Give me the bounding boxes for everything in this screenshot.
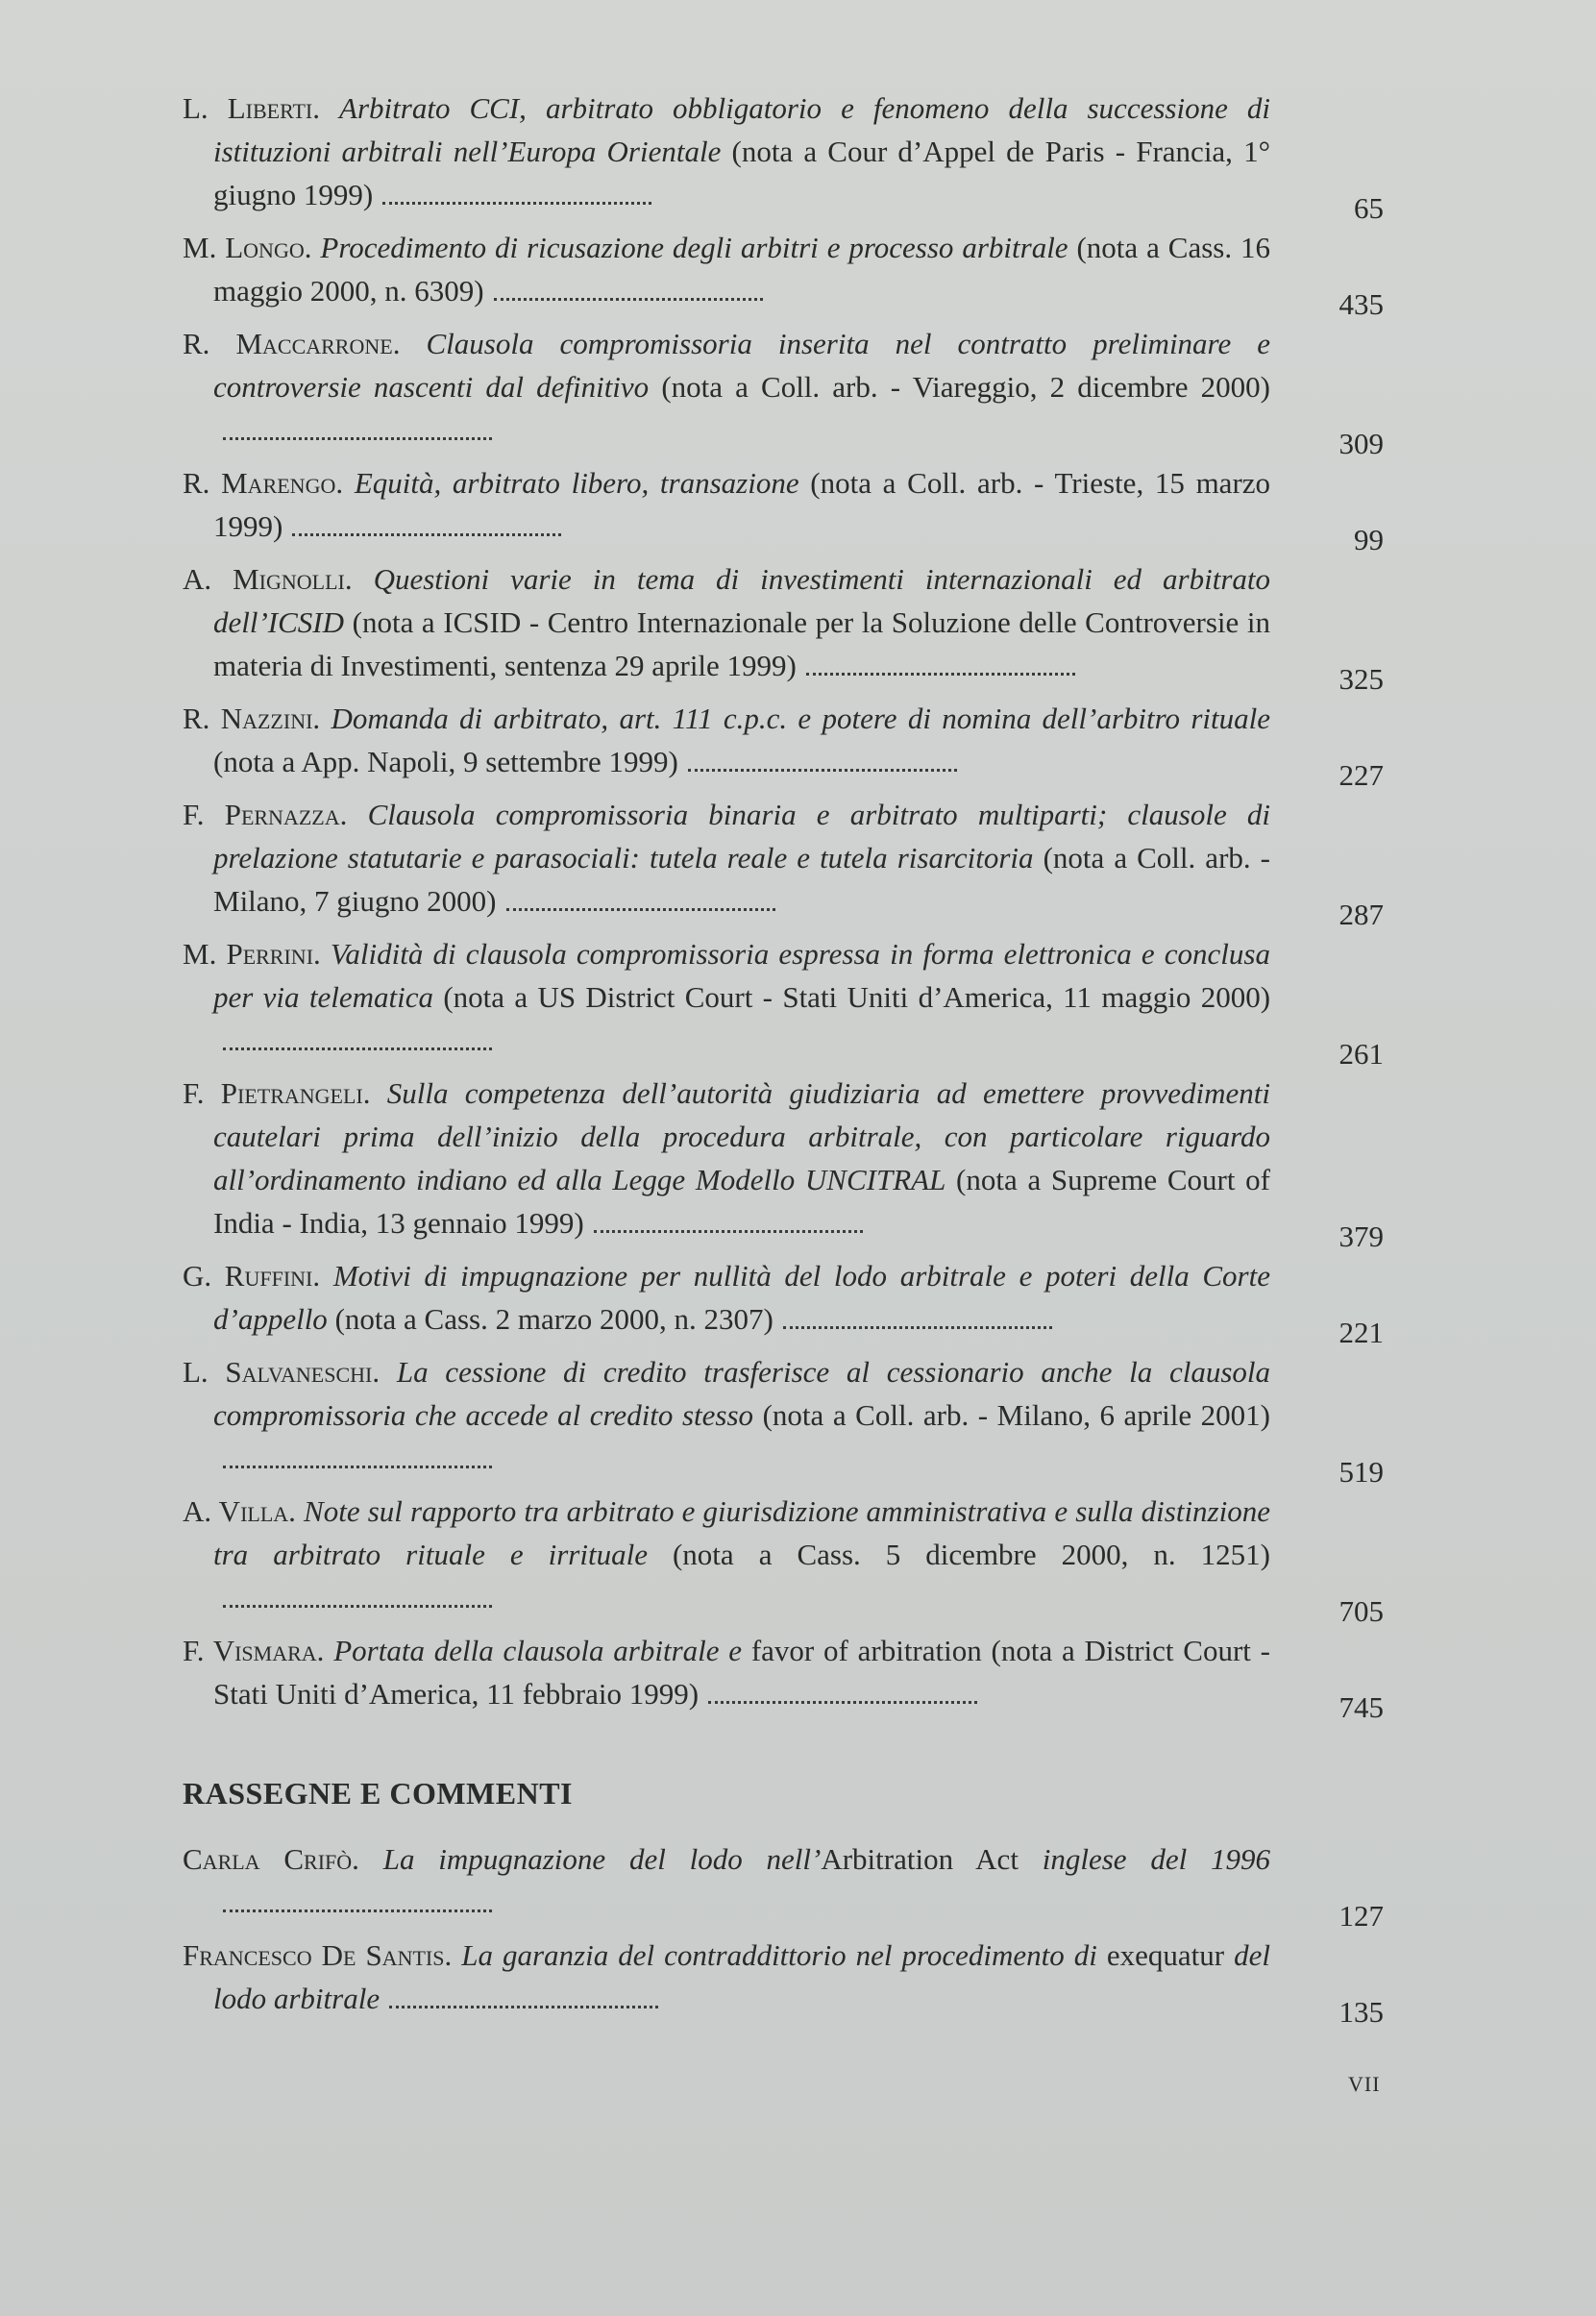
- entry-text: [183, 1629, 1270, 1715]
- entry-note: (nota a US District Court - Stati Uniti d’America, 11 maggio 2000): [443, 980, 1271, 1014]
- entry-title: La cessione di credito trasferisce al cessionario anche la clausola compromissoria che accede al credito stesso: [213, 1355, 1271, 1432]
- index-entry: [183, 697, 1384, 792]
- entry-note: (nota a Coll. arb. - Milano, 7 giugno 2000): [213, 841, 1271, 918]
- index-entry: [183, 1837, 1384, 1933]
- entry-note: (nota a Cass. 2 marzo 2000, n. 2307): [334, 1302, 773, 1336]
- index-entry: [183, 322, 1384, 460]
- leader-dots: [783, 1322, 1052, 1329]
- entry-title: Domanda di arbitrato, art. 111 c.p.c. e potere di nomina dell’arbitro rituale: [331, 702, 1270, 735]
- entry-text: [183, 86, 1270, 216]
- entry-author: Francesco De Santis.: [183, 1938, 453, 1972]
- entry-page-number: 519: [1338, 1455, 1384, 1489]
- entry-page-number: 287: [1338, 898, 1384, 931]
- leader-dots: [506, 904, 775, 911]
- entry-text: [183, 793, 1270, 923]
- section-entries: [183, 1837, 1384, 2030]
- entry-author: M. Perrini.: [183, 937, 321, 971]
- entry-text: [183, 1072, 1270, 1244]
- entry-page-number: 309: [1338, 427, 1384, 460]
- entry-title: Procedimento di ricusazione degli arbitri e processo arbitrale: [320, 231, 1068, 264]
- entry-page-number: 261: [1338, 1037, 1384, 1071]
- entry-text: [183, 697, 1270, 783]
- entry-author: R. Marengo.: [183, 466, 344, 500]
- index-entry: [183, 1490, 1384, 1628]
- entry-text: [183, 322, 1270, 452]
- entry-author: R. Nazzini.: [183, 702, 321, 735]
- entry-title: Motivi di impugnazione per nullità del lodo arbitrale e poteri della Corte d’appello: [213, 1259, 1270, 1336]
- entry-text: [183, 932, 1270, 1062]
- leader-dots: [708, 1697, 977, 1704]
- leader-dots: [223, 433, 492, 440]
- leader-dots: [594, 1226, 863, 1233]
- entry-page-number: 705: [1338, 1594, 1384, 1628]
- entry-text: [183, 461, 1270, 548]
- entry-page-number: 221: [1338, 1316, 1384, 1349]
- entry-text: [183, 226, 1270, 312]
- index-entry: [183, 1072, 1384, 1253]
- entry-text: [183, 1837, 1270, 1924]
- entry-title: Portata della clausola arbitrale e: [333, 1634, 743, 1667]
- index-entry: [183, 1629, 1384, 1724]
- entry-author: L. Salvaneschi.: [183, 1355, 381, 1389]
- entry-note: (nota a Coll. arb. - Trieste, 15 marzo 1999): [213, 466, 1271, 543]
- index-entry: [183, 557, 1384, 696]
- entry-note: Arbitration Act: [821, 1842, 1019, 1876]
- entry-page-number: 135: [1338, 1995, 1384, 2029]
- entry-title: Note sul rapporto tra arbitrato e giurisdizione amministrativa e sulla distinzione tra arbitrato rituale e irrituale: [213, 1494, 1270, 1571]
- leader-dots: [382, 198, 651, 205]
- index-entry: [183, 226, 1384, 321]
- entry-author: Carla Crifò.: [183, 1842, 359, 1876]
- entry-title: La impugnazione del lodo nell’: [382, 1842, 822, 1876]
- entry-author: M. Longo.: [183, 231, 312, 264]
- index-entry: [183, 1254, 1384, 1349]
- leader-dots: [223, 1906, 492, 1912]
- leader-dots: [389, 2002, 658, 2008]
- leader-dots: [223, 1044, 492, 1050]
- leader-dots: [806, 669, 1075, 676]
- index-entries: [183, 86, 1384, 1725]
- leader-dots: [494, 294, 763, 301]
- entry-author: F. Pietrangeli.: [183, 1076, 371, 1110]
- section-heading: RASSEGNE E COMMENTI: [183, 1776, 573, 1811]
- index-entry: [183, 86, 1384, 225]
- entry-page-number: 227: [1338, 758, 1384, 792]
- entry-text: [183, 1934, 1270, 2020]
- index-entry: [183, 1934, 1384, 2029]
- entry-page-number: 65: [1354, 191, 1384, 225]
- entry-page-number: 379: [1338, 1220, 1384, 1253]
- entry-author: A. Villa.: [183, 1494, 296, 1528]
- entry-text: [183, 557, 1270, 687]
- entry-title: La garanzia del contraddittorio nel procedimento di: [461, 1938, 1097, 1972]
- leader-dots: [223, 1601, 492, 1608]
- entry-title: Equità, arbitrato libero, transazione: [354, 466, 799, 500]
- entry-note: (nota a Cour d’Appel de Paris - Francia, 1° giugno 1999): [213, 135, 1270, 211]
- entry-note: (nota a Cass. 16 maggio 2000, n. 6309): [213, 231, 1270, 308]
- entry-text: [183, 1350, 1270, 1480]
- entry-page-number: 127: [1338, 1899, 1384, 1933]
- entry-note: (nota a App. Napoli, 9 settembre 1999): [213, 745, 678, 778]
- entry-title-continued: del lodo arbitrale: [213, 1938, 1271, 2015]
- entry-note: (nota a ICSID - Centro Internazionale per la Soluzione delle Controversie in materia di Investimenti, sentenza 29 aprile 1999): [213, 605, 1271, 682]
- entry-note: favor of arbitration (nota a District Court - Stati Uniti d’America, 11 febbraio 1999): [213, 1634, 1270, 1711]
- entry-title: Arbitrato CCI, arbitrato obbligatorio e fenomeno della successione di istituzioni arbitrali nell’Europa Orientale: [213, 91, 1270, 168]
- leader-dots: [688, 765, 957, 772]
- entry-note: (nota a Coll. arb. - Viareggio, 2 dicembre 2000): [661, 370, 1270, 404]
- entry-author: F. Vismara.: [183, 1634, 325, 1667]
- entry-note: exequatur: [1106, 1938, 1225, 1972]
- index-entry: [183, 793, 1384, 931]
- index-entry: [183, 461, 1384, 556]
- index-entry: [183, 1350, 1384, 1489]
- entry-title: Questioni varie in tema di investimenti internazionali ed arbitrato dell’ICSID: [213, 562, 1270, 639]
- entry-page-number: 435: [1338, 287, 1384, 321]
- entry-author: F. Pernazza.: [183, 798, 348, 831]
- entry-text: [183, 1254, 1270, 1341]
- entry-author: G. Ruffini.: [183, 1259, 321, 1293]
- entry-note: (nota a Supreme Court of India - India, 13 gennaio 1999): [213, 1163, 1270, 1240]
- entry-title: Validità di clausola compromissoria espressa in forma elettronica e conclusa per via telematica: [213, 937, 1270, 1014]
- entry-title: Sulla competenza dell’autorità giudiziaria ad emettere provvedimenti cautelari prima dell’inizio della procedura arbitrale, con particolare riguardo all’ordinamento indiano ed alla Legge Modello UNCITRAL: [213, 1076, 1270, 1196]
- entry-page-number: 325: [1338, 662, 1384, 696]
- entry-page-number: 745: [1338, 1690, 1384, 1724]
- entry-author: R. Maccarrone.: [183, 327, 401, 360]
- entry-note: (nota a Cass. 5 dicembre 2000, n. 1251): [672, 1538, 1271, 1571]
- entry-note: (nota a Coll. arb. - Milano, 6 aprile 2001): [762, 1398, 1271, 1432]
- entry-title: Clausola compromissoria binaria e arbitrato multiparti; clausole di prelazione statutarie e parasociali: tutela reale e tutela risarcitoria: [213, 798, 1271, 875]
- leader-dots: [292, 530, 561, 536]
- entry-page-number: 99: [1354, 523, 1384, 556]
- index-entry: [183, 932, 1384, 1071]
- page-folio: VII: [1348, 2072, 1381, 2096]
- entry-title: Clausola compromissoria inserita nel contratto preliminare e controversie nascenti dal definitivo: [213, 327, 1271, 404]
- entry-author: L. Liberti.: [183, 91, 320, 125]
- leader-dots: [223, 1462, 492, 1468]
- entry-author: A. Mignolli.: [183, 562, 353, 596]
- entry-title-continued: inglese del 1996: [1042, 1842, 1270, 1876]
- entry-text: [183, 1490, 1270, 1619]
